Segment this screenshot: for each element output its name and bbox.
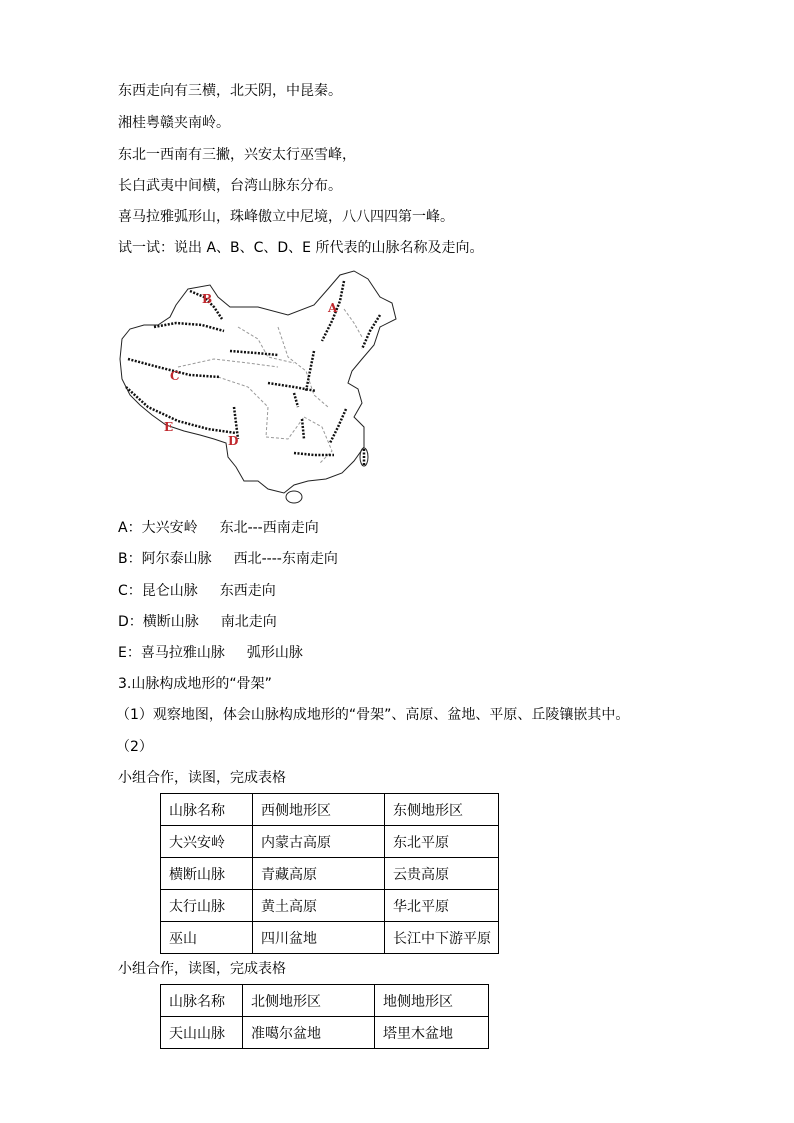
china-outline bbox=[120, 271, 396, 493]
answer-e-direction: 弧形山脉 bbox=[246, 645, 303, 661]
rhyme-line-2: 湘桂粤赣夹南岭。 bbox=[118, 115, 230, 131]
answer-e-name: E：喜马拉雅山脉 bbox=[118, 645, 225, 661]
table-cell: 黄土高原 bbox=[253, 890, 385, 922]
answer-a bbox=[118, 518, 319, 538]
section3-paragraph-1: （1）观察地图，体会山脉构成地形的“骨架”、高原、盆地、平原、丘陵镶嵌其中。 bbox=[116, 707, 630, 723]
map-label-b: B bbox=[202, 292, 213, 306]
table-cell: 准噶尔盆地 bbox=[243, 1017, 375, 1049]
table-cell: 太行山脉 bbox=[161, 890, 253, 922]
table-cell: 青藏高原 bbox=[253, 858, 385, 890]
taihang-mountains bbox=[306, 351, 314, 391]
table-north-south-terrain bbox=[160, 984, 489, 1049]
rhyme-line-1: 东西走向有三横，北天阴，中昆秦。 bbox=[118, 83, 342, 99]
table-row bbox=[161, 826, 499, 858]
table-row bbox=[161, 858, 499, 890]
section3-title: 3.山脉构成地形的“骨架” bbox=[118, 676, 272, 692]
answer-b bbox=[118, 549, 338, 569]
map-label-d: D bbox=[228, 434, 239, 448]
table-west-east-terrain bbox=[160, 793, 499, 954]
changbai-mountains bbox=[362, 315, 380, 349]
answer-b-name: B：阿尔泰山脉 bbox=[118, 551, 212, 567]
table-cell: 东北平原 bbox=[385, 826, 499, 858]
answer-c-name: C：昆仑山脉 bbox=[118, 583, 198, 599]
table-row bbox=[161, 890, 499, 922]
china-mountains-map bbox=[118, 267, 398, 507]
table-cell: 长江中下游平原 bbox=[385, 922, 499, 954]
answer-a-name: A：大兴安岭 bbox=[118, 520, 198, 536]
answer-d-direction: 南北走向 bbox=[220, 614, 277, 630]
table-cell: 四川盆地 bbox=[253, 922, 385, 954]
rhyme-line-3: 东北一西南有三撇，兴安太行巫雪峰， bbox=[118, 147, 356, 163]
section3-paragraph-2: （2） bbox=[116, 739, 153, 755]
table-cell: 横断山脉 bbox=[161, 858, 253, 890]
task-prompt: 试一试：说出 A、B、C、D、E 所代表的山脉名称及走向。 bbox=[118, 240, 484, 256]
rhyme-line-4: 长白武夷中间横，台湾山脉东分布。 bbox=[118, 178, 342, 194]
table-row bbox=[161, 922, 499, 954]
header-cell: 山脉名称 bbox=[161, 985, 243, 1017]
header-cell: 西侧地形区 bbox=[253, 794, 385, 826]
table-header-row bbox=[161, 794, 499, 826]
table2-caption: 小组合作，读图，完成表格 bbox=[118, 961, 286, 977]
map-label-e: E bbox=[164, 420, 174, 434]
table-cell: 天山山脉 bbox=[161, 1017, 243, 1049]
table-row bbox=[161, 1017, 489, 1049]
answer-b-direction: 西北----东南走向 bbox=[233, 551, 338, 567]
table-cell: 大兴安岭 bbox=[161, 826, 253, 858]
answer-a-direction: 东北---西南走向 bbox=[219, 520, 319, 536]
map-label-a: A bbox=[328, 301, 338, 315]
tianshan-mountains bbox=[154, 323, 224, 331]
hainan-island bbox=[286, 491, 302, 503]
header-cell: 地侧地形区 bbox=[375, 985, 489, 1017]
table-cell: 巫山 bbox=[161, 922, 253, 954]
qilian-mountains bbox=[230, 351, 278, 355]
table1-caption: 小组合作，读图，完成表格 bbox=[118, 770, 286, 786]
wushan-mountains bbox=[294, 393, 298, 407]
table-cell: 塔里木盆地 bbox=[375, 1017, 489, 1049]
himalaya-mountains bbox=[126, 387, 236, 433]
rhyme-line-5: 喜马拉雅弧形山，珠峰傲立中尼境，八八四四第一峰。 bbox=[118, 209, 454, 225]
answer-d-name: D：横断山脉 bbox=[118, 614, 199, 630]
table-cell: 云贵高原 bbox=[385, 858, 499, 890]
table-header-row bbox=[161, 985, 489, 1017]
header-cell: 北侧地形区 bbox=[243, 985, 375, 1017]
answer-c-direction: 东西走向 bbox=[219, 583, 276, 599]
table-cell: 华北平原 bbox=[385, 890, 499, 922]
answer-d bbox=[118, 612, 277, 632]
qinling-mountains bbox=[268, 383, 316, 391]
answer-e bbox=[118, 643, 303, 663]
answer-c bbox=[118, 581, 276, 601]
header-cell: 山脉名称 bbox=[161, 794, 253, 826]
header-cell: 东侧地形区 bbox=[385, 794, 499, 826]
map-label-c: C bbox=[170, 369, 180, 383]
wuyi-mountains bbox=[330, 409, 346, 443]
xuefeng-mountains bbox=[302, 419, 304, 439]
table-cell: 内蒙古高原 bbox=[253, 826, 385, 858]
